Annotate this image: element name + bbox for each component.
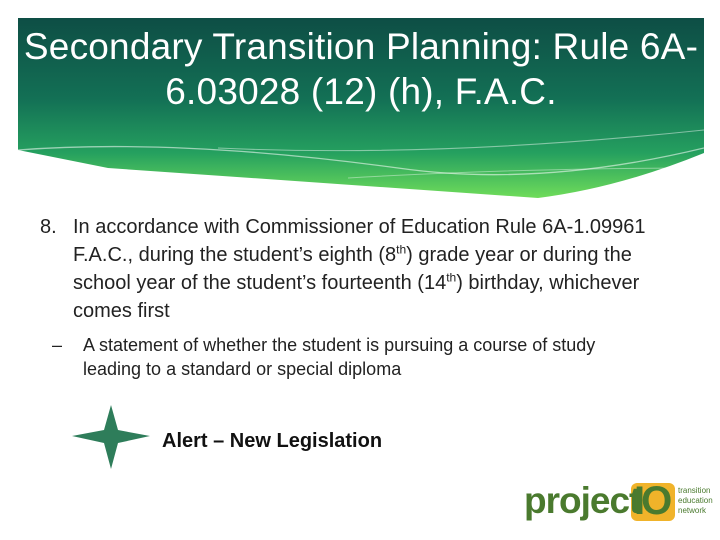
- logo-tagline: [678, 486, 718, 516]
- list-item-text: ) grade year or during the school year of the student’s fourteenth (14: [73, 244, 632, 294]
- list-item: [40, 213, 680, 325]
- ordinal-suffix: th: [446, 270, 457, 285]
- alert-label: Alert – New Legislation: [162, 430, 383, 452]
- sub-item-dash: –: [52, 335, 63, 355]
- logo-tagline-line: network: [678, 506, 707, 515]
- list-item-text: ) birthday, whichever comes first: [73, 272, 640, 322]
- ordinal-suffix: th: [396, 242, 407, 257]
- sub-list-item: [40, 333, 653, 381]
- list-item-number: 8.: [40, 216, 57, 238]
- list-item-text: In accordance with Commissioner of Education Rule 6A-1.09961 F.A.C., during the student’s eighth (8: [73, 216, 646, 266]
- sub-item-text: A statement of whether the student is pursuing a course of study leading to a standard or special diploma: [83, 335, 596, 379]
- logo-tagline-line: transition: [678, 486, 711, 495]
- content-area: [40, 213, 680, 381]
- logo-io: IO: [634, 479, 669, 523]
- four-point-star-icon: [70, 403, 152, 471]
- title-banner: [18, 18, 704, 198]
- logo-word: project: [524, 480, 641, 521]
- slide-title: Secondary Transition Planning: Rule 6A-6.03028 (12) (h), F.A.C.: [23, 26, 699, 112]
- logo-tagline-line: education: [678, 496, 713, 505]
- project-io-logo: [522, 479, 713, 526]
